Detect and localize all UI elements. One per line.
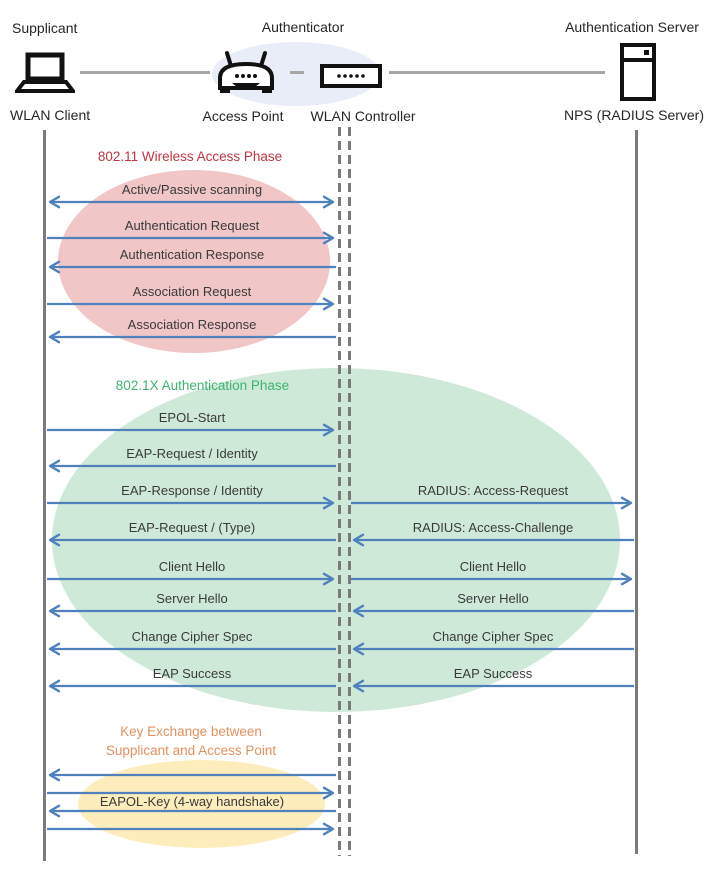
wlan-controller-lifeline-right bbox=[348, 127, 351, 856]
message-arrow-left bbox=[47, 642, 336, 656]
laptop-icon bbox=[15, 51, 75, 95]
message-arrow-left bbox=[47, 260, 336, 274]
message-arrow-left bbox=[351, 642, 634, 656]
phase-title-key-exchange bbox=[61, 722, 321, 760]
message-arrow-right bbox=[47, 297, 336, 311]
message-label-radius-access-challenge: RADIUS: Access-Challenge bbox=[412, 520, 574, 535]
phase-title-key-exchange-line1: Key Exchange between bbox=[120, 724, 262, 739]
server-icon bbox=[620, 43, 656, 101]
message-label-authentication-request: Authentication Request bbox=[124, 218, 260, 233]
device-wlan-controller: WLAN Controller bbox=[310, 108, 416, 124]
message-label-association-request: Association Request bbox=[132, 284, 252, 299]
message-arrow-right bbox=[47, 822, 336, 836]
device-nps-radius-server: NPS (RADIUS Server) bbox=[563, 107, 705, 123]
phase-title-key-exchange-line2: Supplicant and Access Point bbox=[105, 743, 277, 758]
message-label-eap-request-identity: EAP-Request / Identity bbox=[126, 446, 258, 461]
access-point-icon bbox=[214, 50, 278, 94]
message-arrow-right bbox=[47, 423, 336, 437]
device-wlan-client: WLAN Client bbox=[10, 107, 91, 123]
connector-controller-server bbox=[389, 71, 605, 74]
message-arrow-both bbox=[47, 195, 336, 209]
message-arrow-left bbox=[47, 533, 336, 547]
message-label-server-hello: Server Hello bbox=[457, 591, 529, 606]
role-supplicant: Supplicant bbox=[12, 20, 78, 36]
message-label-active-passive-scanning: Active/Passive scanning bbox=[121, 182, 263, 197]
message-label-change-cipher-spec: Change Cipher Spec bbox=[432, 629, 554, 644]
message-label-client-hello: Client Hello bbox=[459, 559, 527, 574]
message-label-eap-success: EAP Success bbox=[453, 666, 533, 681]
message-label-eapol-key-4-way-handshake: EAPOL-Key (4-way handshake) bbox=[99, 794, 285, 809]
message-arrow-right bbox=[47, 572, 336, 586]
message-arrow-right bbox=[351, 572, 634, 586]
nps-lifeline bbox=[635, 130, 638, 854]
message-label-eap-success: EAP Success bbox=[152, 666, 232, 681]
message-arrow-left bbox=[47, 459, 336, 473]
phase-title-80211: 802.11 Wireless Access Phase bbox=[97, 149, 283, 164]
message-arrow-right bbox=[47, 231, 336, 245]
wlan-controller-lifeline-left bbox=[338, 127, 341, 856]
message-label-client-hello: Client Hello bbox=[158, 559, 226, 574]
connector-client-ap bbox=[80, 71, 210, 74]
wlan-controller-icon bbox=[320, 64, 382, 88]
message-label-radius-access-request: RADIUS: Access-Request bbox=[417, 483, 569, 498]
message-arrow-left bbox=[47, 768, 336, 782]
message-arrow-left bbox=[47, 679, 336, 693]
wlan-client-lifeline bbox=[43, 130, 46, 861]
message-label-authentication-response: Authentication Response bbox=[119, 247, 265, 262]
message-arrow-left bbox=[47, 604, 336, 618]
message-label-server-hello: Server Hello bbox=[156, 591, 228, 606]
message-label-epol-start: EPOL-Start bbox=[158, 410, 226, 425]
message-arrow-right bbox=[351, 496, 634, 510]
message-arrow-left bbox=[47, 330, 336, 344]
message-label-change-cipher-spec: Change Cipher Spec bbox=[131, 629, 253, 644]
phase-title-8021x: 802.1X Authentication Phase bbox=[115, 378, 290, 393]
message-label-eap-response-identity: EAP-Response / Identity bbox=[121, 483, 263, 498]
message-arrow-left bbox=[351, 604, 634, 618]
connector-ap-controller bbox=[290, 71, 304, 74]
role-authentication-server: Authentication Server bbox=[565, 19, 699, 35]
role-authenticator: Authenticator bbox=[261, 19, 345, 35]
message-label-eap-request-type: EAP-Request / (Type) bbox=[128, 520, 256, 535]
device-access-point: Access Point bbox=[202, 108, 284, 124]
message-arrow-left bbox=[351, 533, 634, 547]
message-arrow-right bbox=[47, 496, 336, 510]
message-label-association-response: Association Response bbox=[127, 317, 257, 332]
message-arrow-left bbox=[351, 679, 634, 693]
